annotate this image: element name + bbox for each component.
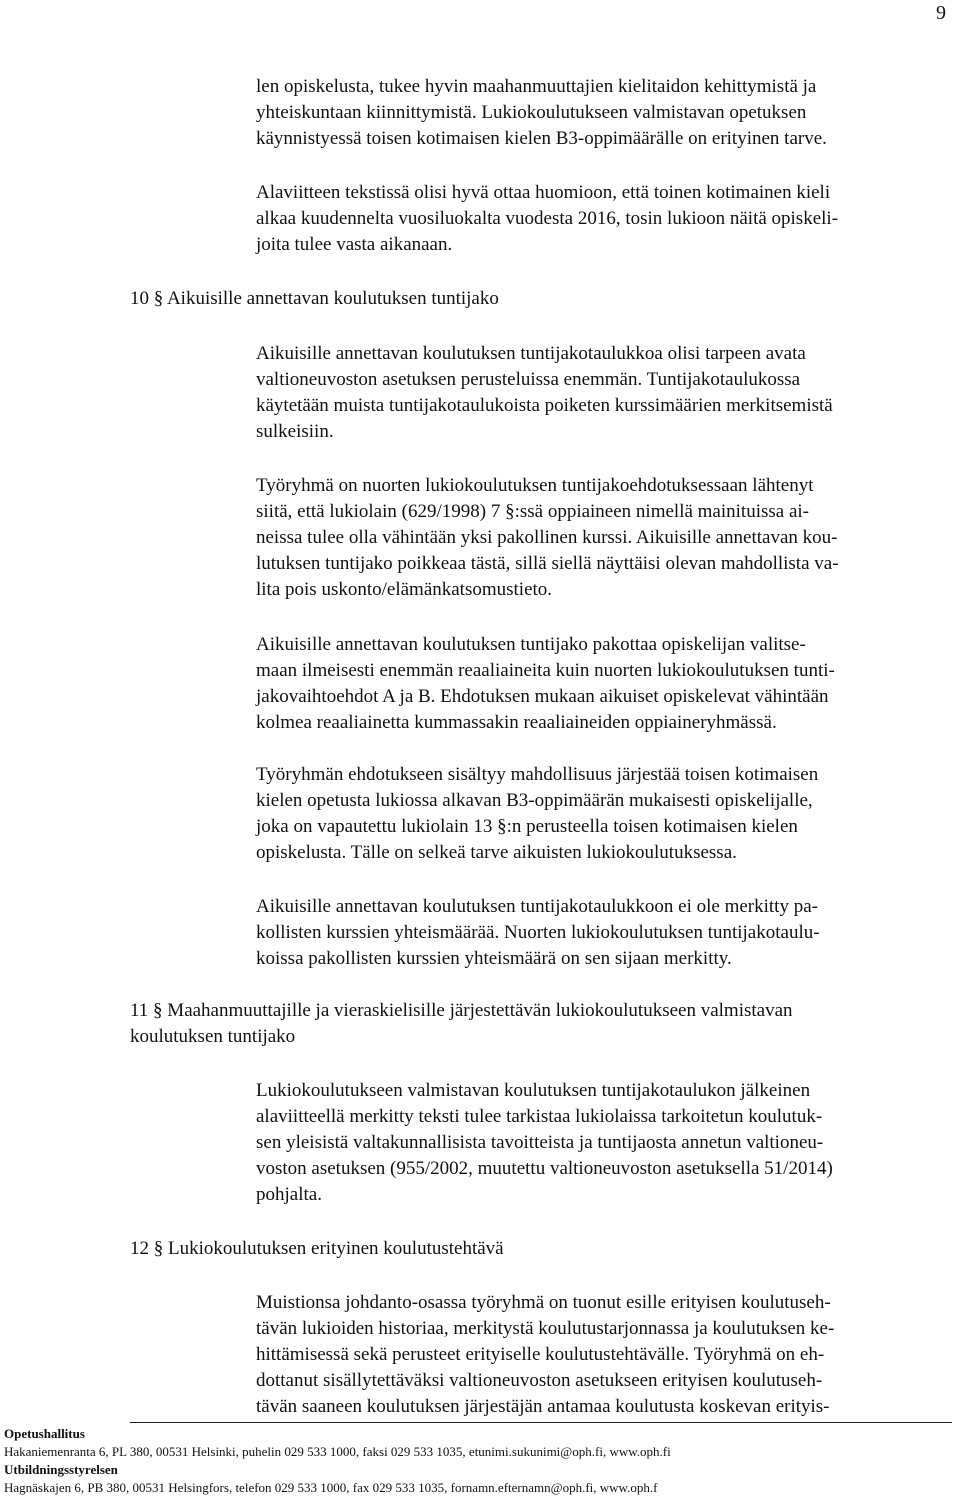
section-heading-11: 11 § Maahanmuuttajille ja vieraskielisille järjestettävän lukiokoulutukseen valmistavan koulutuksen tuntijako bbox=[130, 1000, 793, 1047]
paragraph-4: Työryhmä on nuorten lukiokoulutuksen tuntijakoehdotuksessaan lähtenyt siitä, että lukiolain (629/1998) 7 §:ssä oppiaineen nimellä mainituissa ai- neissa tulee olla vähintään yksi pakollinen kurssi. Aikuisille annettavan kou- lutuksen tuntijako poikkeaa tästä, sillä siellä näyttäisi olevan mahdollista va- lita pois uskonto/elämänkatsomustieto. bbox=[256, 475, 839, 600]
paragraph-9: Muistionsa johdanto-osassa työryhmä on tuonut esille erityisen koulutuseh- tävän lukioiden historiaa, merkitystä koulutustarjonnassa ja koulutuksen ke- hittämisessä sekä perusteet erityiselle koulutustehtävälle. Työryhmä on eh- dottanut sisällytettäväksi valtioneuvoston asetukseen erityisen koulutuseh- tävän saaneen koulutuksen järjestäjän antamaa koulutusta koskevan erityis- bbox=[256, 1292, 835, 1417]
paragraph-1: len opiskelusta, tukee hyvin maahanmuuttajien kielitaidon kehittymistä ja yhteiskuntaan kiinnittymistä. Lukiokoulutukseen valmistavan opetuksen käynnistyessä toisen kotimaisen kielen B3-oppimäärälle on erityinen tarve. bbox=[256, 76, 827, 149]
footer-org-sv: Utbildningsstyrelsen bbox=[4, 1462, 118, 1477]
paragraph-6: Työryhmän ehdotukseen sisältyy mahdollisuus järjestää toisen kotimaisen kielen opetusta lukiossa alkavan B3-oppimäärän mukaisesti opiskelijalle, joka on vapautettu lukiolain 13 §:n perusteella toisen kotimaisen kielen opiskelusta. Tälle on selkeä tarve aikuisten lukiokoulutuksessa. bbox=[256, 764, 819, 863]
page-number: 9 bbox=[936, 2, 946, 24]
paragraph-8: Lukiokoulutukseen valmistavan koulutuksen tuntijakotaulukon jälkeinen alaviitteellä merkitty teksti tulee tarkistaa lukiolaissa tarkoitetun koulutuk- sen yleisistä valtakunnallisista tavoitteista ja tuntijaosta annetun valtioneu- voston asetuksen (955/2002, muutettu valtioneuvoston asetuksella 51/2014) pohjalta. bbox=[256, 1080, 833, 1205]
footer-address-fi: Hakaniemenranta 6, PL 380, 00531 Helsinki, puhelin 029 533 1000, faksi 029 533 1035, etunimi.sukunimi@oph.fi, www.oph.fi bbox=[4, 1444, 671, 1459]
section-heading-12: 12 § Lukiokoulutuksen erityinen koulutustehtävä bbox=[130, 1238, 504, 1259]
section-heading-10: 10 § Aikuisille annettavan koulutuksen tuntijako bbox=[130, 288, 499, 309]
footer-divider bbox=[130, 1422, 952, 1423]
paragraph-5: Aikuisille annettavan koulutuksen tuntijako pakottaa opiskelijan valitse- maan ilmeisesti enemmän reaaliaineita kuin nuorten lukiokoulutuksen tunti- jakovaihtoehdot A ja B. Ehdotuksen mukaan aikuiset opiskelevat vähintään kolmea reaaliainetta kummassakin reaaliaineiden oppiaineryhmässä. bbox=[256, 634, 835, 733]
paragraph-2: Alaviitteen tekstissä olisi hyvä ottaa huomioon, että toinen kotimainen kieli alkaa kuudennelta vuosiluokalta vuodesta 2016, tosin lukioon näitä opiskeli- joita tulee vasta aikanaan. bbox=[256, 182, 839, 255]
footer-org-fi: Opetushallitus bbox=[4, 1426, 85, 1441]
footer-address-sv: Hagnäskajen 6, PB 380, 00531 Helsingfors, telefon 029 533 1000, fax 029 533 1035, fornamn.efternamn@oph.fi, www.oph.f bbox=[4, 1480, 658, 1495]
paragraph-7: Aikuisille annettavan koulutuksen tuntijakotaulukkoon ei ole merkitty pa- kollisten kurssien yhteismäärää. Nuorten lukiokoulutuksen tuntijakotaulu- koissa pakollisten kurssien yhteismäärä on sen sijaan merkitty. bbox=[256, 896, 820, 969]
paragraph-3: Aikuisille annettavan koulutuksen tuntijakotaulukkoa olisi tarpeen avata valtioneuvoston asetuksen perusteluissa enemmän. Tuntijakotaulukossa käytetään muista tuntijakotaulukoista poiketen kurssimäärien merkitsemistä sulkeisiin. bbox=[256, 343, 833, 442]
